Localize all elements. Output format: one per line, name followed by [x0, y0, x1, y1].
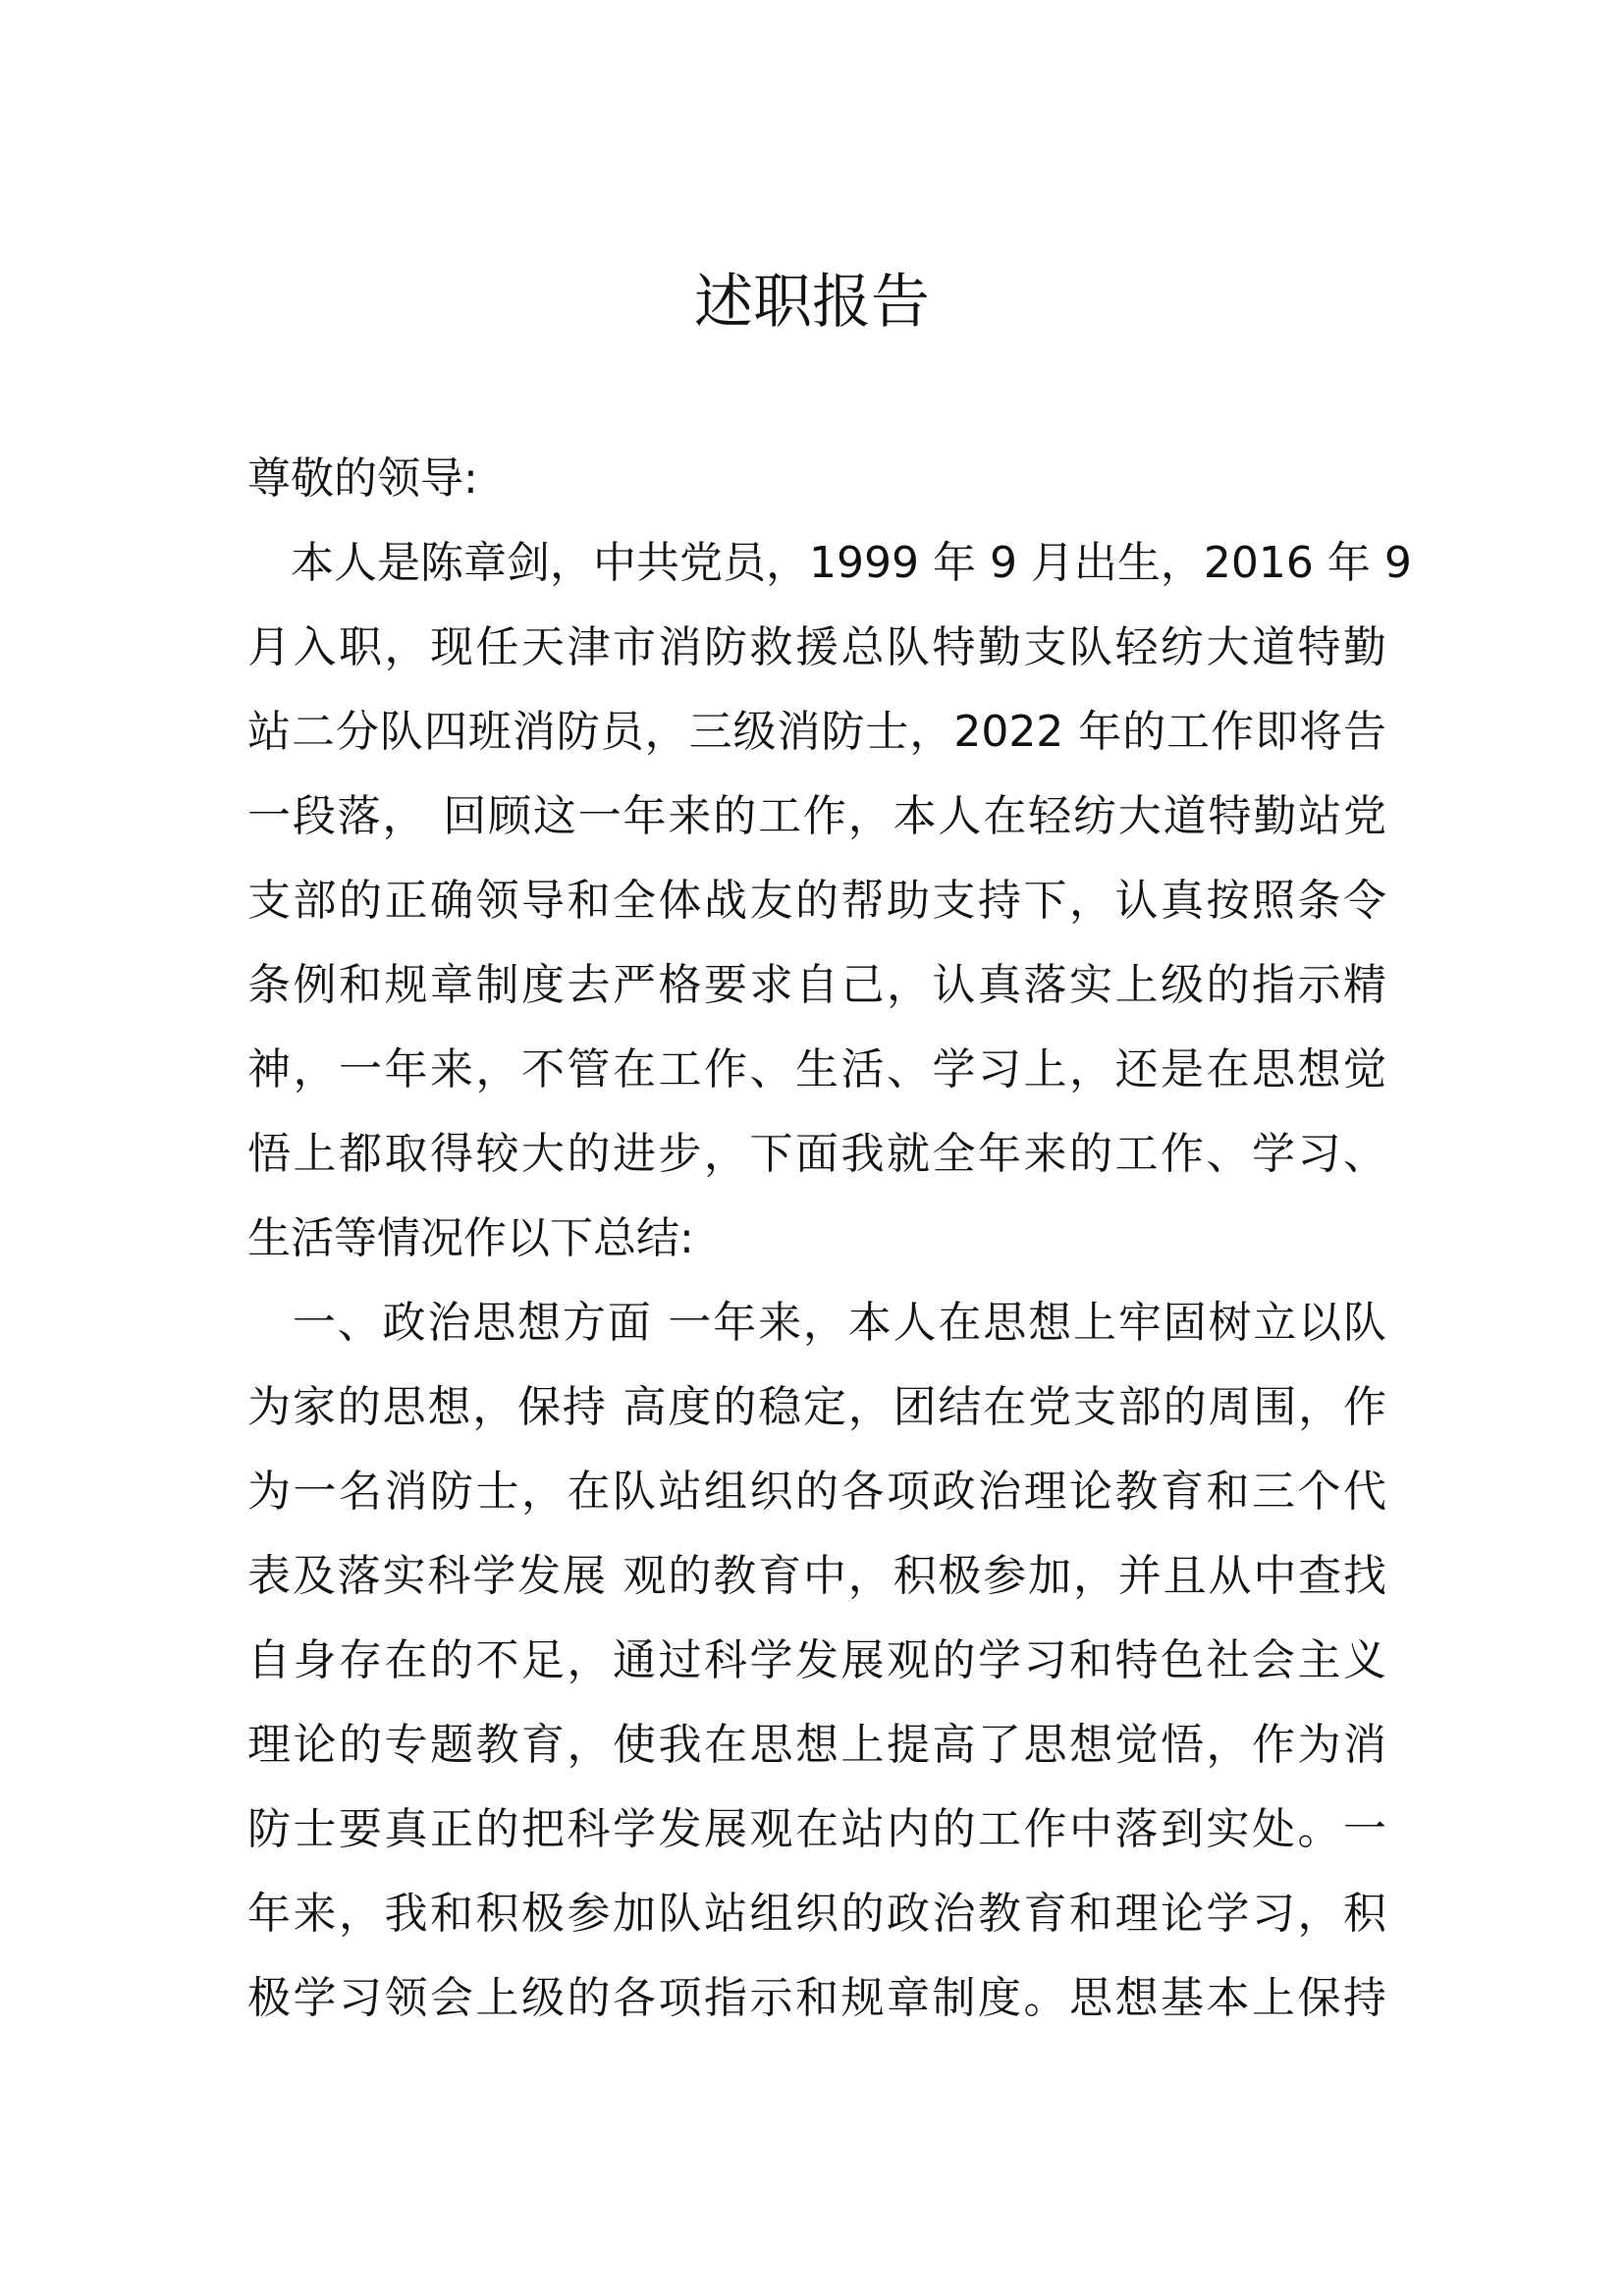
body-line: 为家的思想，保持 高度的稳定，团结在党支部的周围，作 — [247, 1382, 1386, 1432]
body-line: 悟上都取得较大的进步，下面我就全年来的工作、学习、 — [247, 1129, 1386, 1179]
salutation: 尊敬的领导: — [247, 454, 478, 504]
body-line: 本人是陈章剑，中共党员，1999 年 9 月出生，2016 年 9 — [247, 538, 1412, 588]
body-line: 年来，我和积极参加队站组织的政治教育和理论学习，积 — [247, 1889, 1386, 1939]
body-line: 理论的专题教育，使我在思想上提高了思想觉悟，作为消 — [247, 1720, 1386, 1770]
body-line: 生活等情况作以下总结: — [247, 1213, 694, 1263]
body-line: 表及落实科学发展 观的教育中，积极参加，并且从中查找 — [247, 1551, 1386, 1601]
body-line: 月入职，现任天津市消防救援总队特勤支队轻纺大道特勤 — [247, 622, 1386, 672]
body-line: 条例和规章制度去严格要求自己，认真落实上级的指示精 — [247, 960, 1386, 1010]
document-title: 述职报告 — [694, 268, 930, 337]
body-line: 防士要真正的把科学发展观在站内的工作中落到实处。一 — [247, 1804, 1386, 1854]
body-line: 站二分队四班消防员，三级消防士，2022 年的工作即将告 — [247, 707, 1386, 757]
body-line: 极学习领会上级的各项指示和规章制度。思想基本上保持 — [247, 1973, 1386, 2023]
body-line: 神，一年来，不管在工作、生活、学习上，还是在思想觉 — [247, 1044, 1386, 1095]
body-line: 为一名消防士，在队站组织的各项政治理论教育和三个代 — [247, 1467, 1386, 1517]
body-line: 自身存在的不足，通过科学发展观的学习和特色社会主义 — [247, 1635, 1386, 1685]
body-line: 一、政治思想方面 一年来，本人在思想上牢固树立以队 — [247, 1298, 1386, 1348]
body-line: 支部的正确领导和全体战友的帮助支持下，认真按照条令 — [247, 876, 1386, 926]
body-line: 一段落， 回顾这一年来的工作，本人在轻纺大道特勤站党 — [247, 791, 1386, 841]
